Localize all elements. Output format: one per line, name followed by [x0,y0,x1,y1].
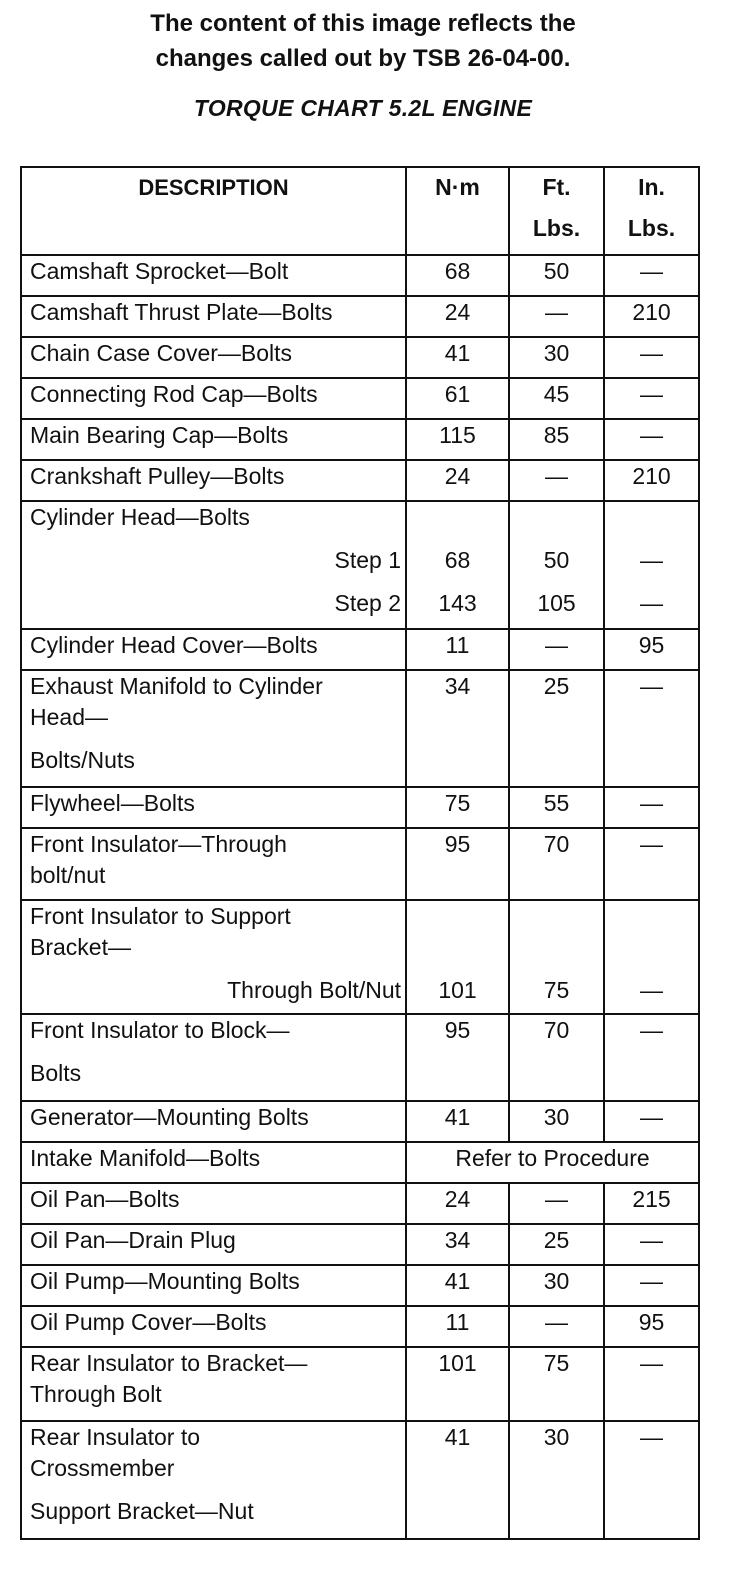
torque-table [20,166,700,1540]
row-nm: 11 [406,1306,509,1347]
row-description-line: Support Bracket—Nut [30,1498,254,1524]
row-description: Cylinder Head Cover—Bolts [21,629,406,670]
row-in-lbs [604,501,699,629]
row-ft-lbs: 25 [509,670,604,787]
table-row [21,828,699,900]
row-in-lbs: 210 [604,460,699,501]
row-nm: 41 [406,1101,509,1142]
row-in-lbs [604,900,699,1014]
table-row [21,1014,699,1101]
row-description-line: Front Insulator to Block— [30,1017,290,1043]
row-ft-lbs: 45 [509,378,604,419]
table-row [21,1101,699,1142]
row-description-line: Crossmember [30,1455,175,1481]
row-ft-value: 75 [543,977,570,1003]
row-description-subline: Through Bolt/Nut [227,977,401,1003]
row-ft-lbs: 85 [509,419,604,460]
row-description [21,1347,406,1421]
table-row [21,1265,699,1306]
row-description-line: Front Insulator—Through [30,831,287,857]
row-description-line: Through Bolt [30,1381,162,1407]
row-nm: 41 [406,1421,509,1539]
row-nm: 41 [406,1265,509,1306]
table-row [21,1224,699,1265]
row-in-lbs: — [604,378,699,419]
row-nm: 11 [406,629,509,670]
row-ft-lbs: — [509,1183,604,1224]
row-description [21,828,406,900]
header-ft-lbs [509,167,604,255]
row-nm: 34 [406,670,509,787]
row-nm: 34 [406,1224,509,1265]
step-1-label: Step 1 [334,547,401,573]
row-description-line: Front Insulator to Support [30,903,291,929]
row-description: Oil Pump Cover—Bolts [21,1306,406,1347]
row-nm [406,900,509,1014]
row-description-line: bolt/nut [30,862,106,888]
row-in-lbs: — [604,1347,699,1421]
row-description: Oil Pump—Mounting Bolts [21,1265,406,1306]
table-row [21,900,699,1014]
header-ft-line2: Lbs. [532,215,581,241]
row-ft-lbs: — [509,1306,604,1347]
table-row [21,787,699,828]
row-nm: 61 [406,378,509,419]
row-description [21,501,406,629]
row-ft-lbs: 30 [509,1265,604,1306]
row-description-line: Bolts [30,1060,82,1086]
step-2-label: Step 2 [334,590,401,616]
table-row [21,460,699,501]
table-row [21,629,699,670]
tsb-notice-line-2: changes called out by TSB 26-04-00. [155,45,571,72]
row-description: Connecting Rod Cap—Bolts [21,378,406,419]
row-in-value: — [640,977,663,1003]
table-row [21,1347,699,1421]
header-in-line1: In. [638,174,665,200]
row-ft-lbs: 55 [509,787,604,828]
row-description [21,670,406,787]
header-row [21,167,699,255]
row-in-lbs: — [604,1101,699,1142]
row-description-line: Exhaust Manifold to Cylinder [30,673,323,699]
row-in-lbs: — [604,1421,699,1539]
row-description-line: Rear Insulator to [30,1424,201,1450]
table-row [21,255,699,296]
row-nm: 24 [406,1183,509,1224]
row-ft-lbs: — [509,296,604,337]
table-row [21,378,699,419]
row-in-lbs: — [604,255,699,296]
step-2-ft: 105 [537,590,576,616]
header-in-line2: Lbs. [627,215,676,241]
row-ft-lbs: 70 [509,1014,604,1101]
row-description: Oil Pan—Drain Plug [21,1224,406,1265]
row-in-lbs: — [604,670,699,787]
row-in-lbs: — [604,337,699,378]
row-ft-lbs: — [509,460,604,501]
row-ft-lbs: 25 [509,1224,604,1265]
row-in-lbs: 215 [604,1183,699,1224]
row-nm: 68 [406,255,509,296]
row-in-lbs: — [604,1014,699,1101]
row-in-lbs: — [604,1265,699,1306]
row-description [21,900,406,1014]
refer-to-procedure-note: Refer to Procedure [406,1142,699,1183]
row-description [21,1421,406,1539]
row-nm: 24 [406,296,509,337]
row-in-lbs: — [604,419,699,460]
row-in-lbs: — [604,787,699,828]
row-description: Camshaft Thrust Plate—Bolts [21,296,406,337]
row-nm: 95 [406,1014,509,1101]
row-in-lbs: — [604,828,699,900]
row-description-line: Head— [30,704,108,730]
row-ft-lbs: 30 [509,337,604,378]
row-in-lbs: 210 [604,296,699,337]
step-2-in: — [640,590,663,616]
row-description: Crankshaft Pulley—Bolts [21,460,406,501]
tsb-notice [0,6,726,76]
table-row [21,1183,699,1224]
row-nm: 95 [406,828,509,900]
row-description-line: Rear Insulator to Bracket— [30,1350,308,1376]
table-row [21,419,699,460]
tsb-notice-line-1: The content of this image reflects the [150,10,576,37]
row-description-line: Cylinder Head—Bolts [30,504,250,530]
table-row [21,1142,699,1183]
row-nm: 41 [406,337,509,378]
row-ft-lbs: 70 [509,828,604,900]
row-description: Camshaft Sprocket—Bolt [21,255,406,296]
row-nm-value: 101 [438,977,477,1003]
row-ft-lbs: — [509,629,604,670]
row-in-lbs: 95 [604,1306,699,1347]
step-2-nm: 143 [438,590,477,616]
table-row [21,670,699,787]
header-description: DESCRIPTION [21,167,406,255]
row-description: Generator—Mounting Bolts [21,1101,406,1142]
row-nm: 75 [406,787,509,828]
row-nm: 24 [406,460,509,501]
table-row [21,337,699,378]
row-ft-lbs [509,900,604,1014]
row-description-line: Bracket— [30,934,131,960]
row-description: Intake Manifold—Bolts [21,1142,406,1183]
table-row [21,1306,699,1347]
row-in-lbs: 95 [604,629,699,670]
row-description: Flywheel—Bolts [21,787,406,828]
row-ft-lbs [509,501,604,629]
step-1-in: — [640,547,663,573]
header-nm: N·m [406,167,509,255]
row-ft-lbs: 30 [509,1421,604,1539]
row-in-lbs: — [604,1224,699,1265]
row-ft-lbs: 30 [509,1101,604,1142]
header-ft-line1: Ft. [542,174,571,200]
row-description: Oil Pan—Bolts [21,1183,406,1224]
chart-title: TORQUE CHART 5.2L ENGINE [193,95,533,121]
row-nm: 115 [406,419,509,460]
step-1-nm: 68 [444,547,471,573]
row-nm [406,501,509,629]
row-description: Chain Case Cover—Bolts [21,337,406,378]
row-description: Main Bearing Cap—Bolts [21,419,406,460]
table-row [21,1421,699,1539]
row-ft-lbs: 50 [509,255,604,296]
table-row [21,501,699,629]
row-description [21,1014,406,1101]
table-row [21,296,699,337]
step-1-ft: 50 [543,547,570,573]
header-in-lbs [604,167,699,255]
row-nm: 101 [406,1347,509,1421]
row-description-line: Bolts/Nuts [30,747,135,773]
row-ft-lbs: 75 [509,1347,604,1421]
